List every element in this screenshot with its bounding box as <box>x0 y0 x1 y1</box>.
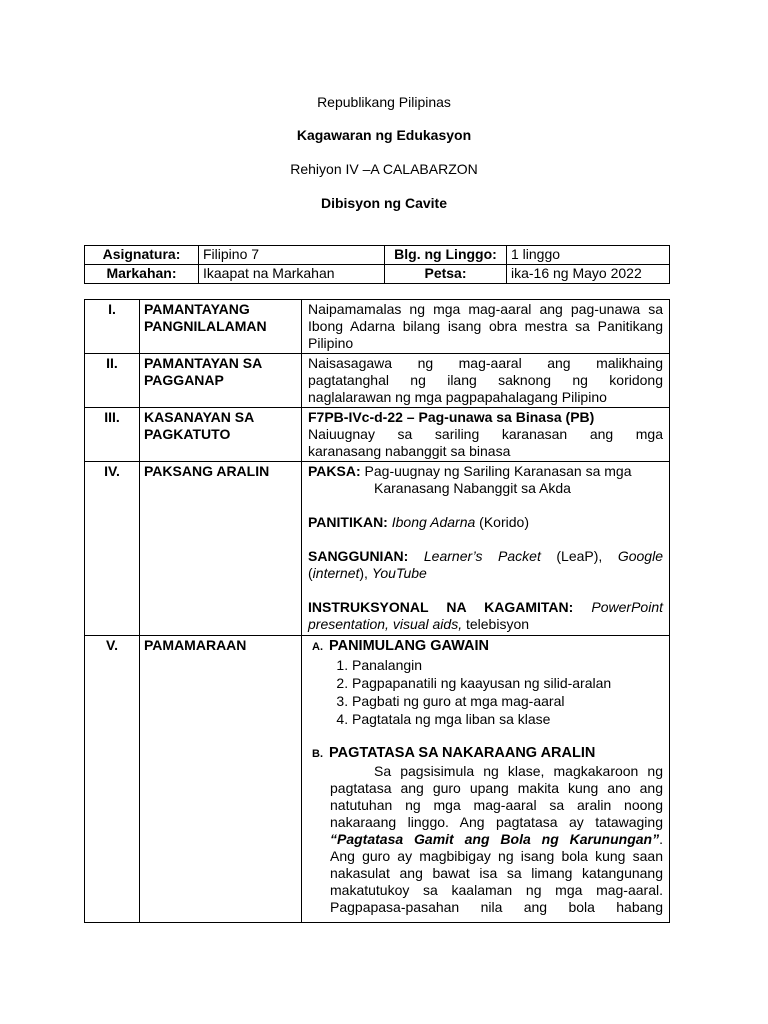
subsection-letter: B. <box>312 748 323 760</box>
sanggunian-ref: (LeaP), <box>540 548 618 564</box>
paksa-label: PAKSA: <box>308 463 361 479</box>
body-line: pagtatanghal ng ilang saknong ng koridong <box>308 372 663 388</box>
paksa-value-cont: Karanasang Nabanggit sa Akda <box>374 480 571 496</box>
header-region: Rehiyon IV –A CALABARZON <box>290 161 478 177</box>
section-title <box>140 354 302 408</box>
activity-name: “Pagtatasa Gamit ang Bola ng Karunungan” <box>330 831 660 847</box>
header-division: Dibisyon ng Cavite <box>320 195 448 211</box>
section-title-line: PAMANTAYANG <box>144 301 250 317</box>
kagamitan-label: INSTRUKSYONAL NA KAGAMITAN: <box>308 599 574 615</box>
kagamitan-item: presentation, visual aids, <box>308 616 463 632</box>
asignatura-value: Filipino 7 <box>199 246 385 265</box>
list-item: 4. Pagtatala ng mga liban sa klase <box>352 710 663 728</box>
subsection-a-heading <box>308 638 663 656</box>
punctuation: . <box>659 831 663 847</box>
sanggunian-ref: Learner’s Packet <box>423 548 541 564</box>
section-body <box>302 408 670 462</box>
petsa-value: ika-16 ng Mayo 2022 <box>507 265 670 284</box>
panitikan-title: Ibong Adarna <box>391 514 476 530</box>
subsection-letter: A. <box>312 641 323 653</box>
sanggunian-ref: internet <box>312 565 360 581</box>
body-line: Naisasagawa ng mag-aaral ang malikhaing <box>308 355 663 371</box>
section-row <box>85 462 670 636</box>
asignatura-label: Asignatura: <box>85 246 199 265</box>
info-row <box>85 246 670 265</box>
body-line: naglalarawan ng mga pagpapahalagang Pilipino <box>308 389 607 405</box>
body-line: Naiuugnay sa sariling karanasan ang mga <box>308 426 663 442</box>
sanggunian-ref: Google <box>617 548 663 564</box>
paragraph-line: pagtatasa ang guro upang makita kung ano ang <box>330 780 663 796</box>
sanggunian-ref: YouTube <box>371 565 427 581</box>
paragraph-line: Ang guro ay magbibigay ng isang bola kung saan <box>330 848 663 864</box>
kagamitan-item: PowerPoint <box>591 599 663 615</box>
header-department: Kagawaran ng Edukasyon <box>296 127 472 143</box>
section-body <box>302 462 670 636</box>
info-row <box>85 265 670 284</box>
subsection-b-heading <box>308 745 663 763</box>
header-republic: Republikang Pilipinas <box>317 94 451 110</box>
section-number: IV. <box>85 462 140 636</box>
kagamitan-line-2 <box>308 616 663 633</box>
sanggunian-ref: ), <box>359 565 372 581</box>
paragraph-line: nakasulat ang bawat isa sa limang katangunang <box>330 865 663 881</box>
list-item: 3. Pagbati ng guro at mga mag-aaral <box>352 692 663 710</box>
section-row <box>85 354 670 408</box>
list-item: 1. Panalangin <box>352 656 663 674</box>
markahan-label: Markahan: <box>85 265 199 284</box>
paksa-line <box>308 463 663 480</box>
section-title-line: KASANAYAN SA <box>144 409 255 425</box>
lesson-plan-table <box>84 299 670 923</box>
section-body <box>302 636 670 923</box>
list-item: 2. Pagpapanatili ng kaayusan ng silid-aralan <box>352 674 663 692</box>
section-title: PAKSANG ARALIN <box>140 462 302 636</box>
sanggunian-line <box>308 548 663 565</box>
markahan-value: Ikaapat na Markahan <box>199 265 385 284</box>
paragraph-line: Pagpapasa-pasahan nila ang bola habang <box>330 899 663 915</box>
competency-code: F7PB-IVc-d-22 – Pag-unawa sa Binasa (PB) <box>308 409 595 425</box>
body-line: Naipamamalas ng mga mag-aaral ang pag-unawa sa <box>308 301 663 317</box>
panitikan-line <box>308 514 663 531</box>
info-table <box>84 245 670 284</box>
paragraph-line: makatutukoy sa kaalaman ng mga mag-aaral. <box>330 882 663 898</box>
kagamitan-item: telebisyon <box>462 616 530 632</box>
kagamitan-line <box>308 599 663 616</box>
section-row <box>85 636 670 923</box>
paragraph-line: Sa pagsisimula ng klase, magkakaroon ng <box>374 763 663 779</box>
panimula-list <box>308 656 663 728</box>
sanggunian-line-2 <box>308 565 663 582</box>
section-number: III. <box>85 408 140 462</box>
paragraph-line <box>308 831 663 848</box>
sanggunian-ref: ( <box>308 565 313 581</box>
body-line: Ibong Adarna bilang isang obra mestra sa Panitikang <box>308 318 663 334</box>
section-title <box>140 300 302 354</box>
section-body <box>302 354 670 408</box>
section-title: PAMAMARAAN <box>140 636 302 923</box>
panitikan-label: PANITIKAN: <box>308 514 388 530</box>
section-title <box>140 408 302 462</box>
section-title-line: PANGNILALAMAN <box>144 318 267 334</box>
section-title-line: PAGGANAP <box>144 372 224 388</box>
linggo-value: 1 linggo <box>507 246 670 265</box>
section-title-line: PAGKATUTO <box>144 426 231 442</box>
petsa-label: Petsa: <box>385 265 507 284</box>
section-title-line: PAMANTAYAN SA <box>144 355 263 371</box>
section-row <box>85 408 670 462</box>
body-line: Pilipino <box>308 335 354 351</box>
subsection-title: PANIMULANG GAWAIN <box>329 638 490 654</box>
section-row <box>85 300 670 354</box>
body-line: karanasang nabanggit sa binasa <box>308 443 511 459</box>
paragraph-line: natutuhan ng mga mag-aaral sa aralin noong <box>330 797 663 813</box>
panitikan-genre: (Korido) <box>475 514 529 530</box>
sanggunian-label: SANGGUNIAN: <box>308 548 409 564</box>
paksa-value: Pag-uugnay ng Sariling Karanasan sa mga <box>360 463 632 479</box>
subsection-title: PAGTATASA SA NAKARAANG ARALIN <box>329 745 596 761</box>
linggo-label: Blg. ng Linggo: <box>385 246 507 265</box>
section-number: I. <box>85 300 140 354</box>
section-number: V. <box>85 636 140 923</box>
section-number: II. <box>85 354 140 408</box>
paragraph-line: nakaraang linggo. Ang pagtatasa ay tatawaging <box>330 814 663 830</box>
section-body <box>302 300 670 354</box>
